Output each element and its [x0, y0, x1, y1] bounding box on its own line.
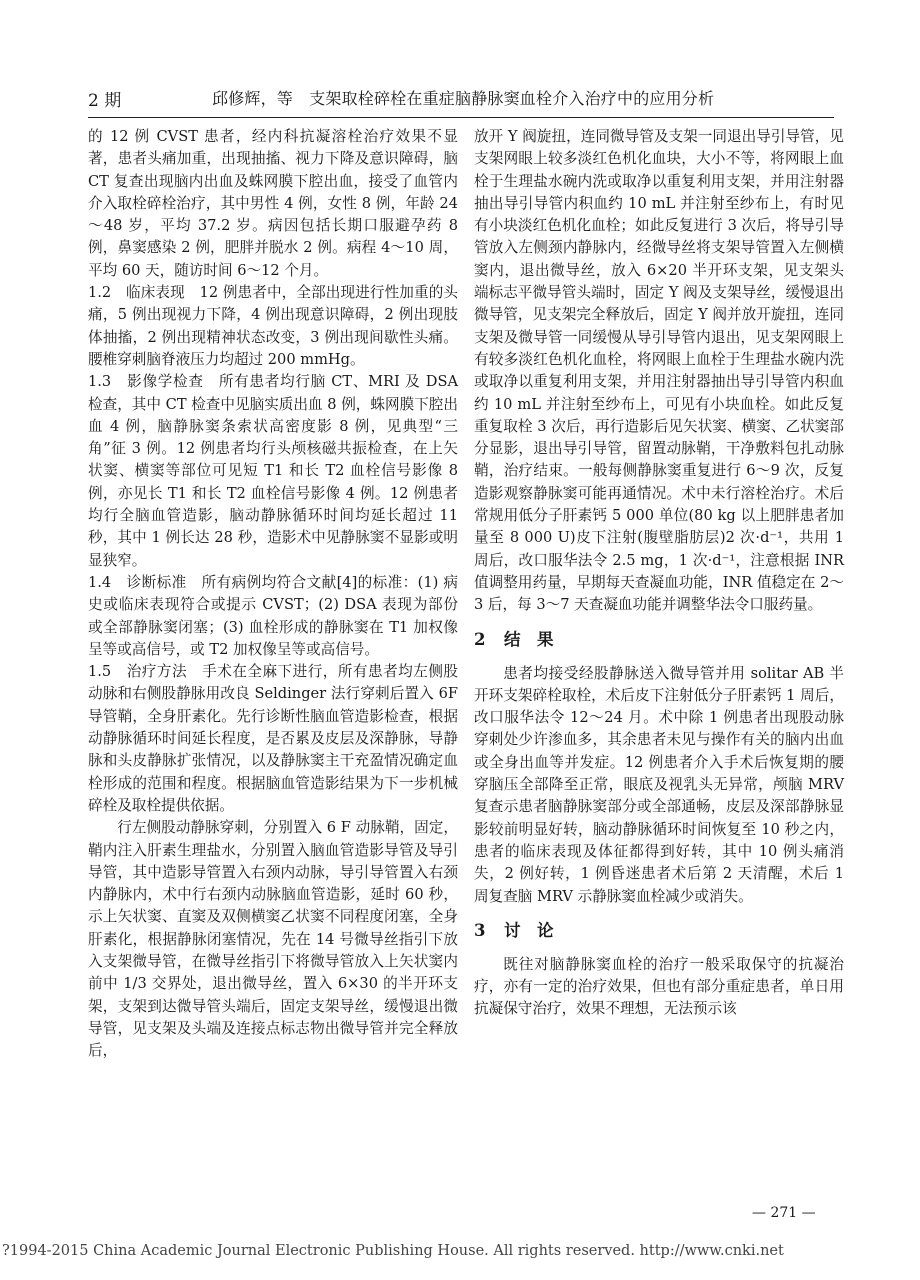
paragraph-procedure: 行左侧股动静脉穿刺，分别置入 6 F 动脉鞘，固定，鞘内注入肝素生理盐水，分别置入脑血管造影导管及导引导管，其中造影导管置入右颈内动脉，导引导管置入右颈内静脉内，术中行右颈内动脉脑血管造影，延时 60 秒，示上矢状窦、直窦及双侧横窦乙状窦不同程度闭塞，全身肝素化，根据静脉闭塞情况，先在 14 号微导丝指引下放入支架微导管，在微导丝指引下将微导管放入上矢状窦内前中 1/3 交界处，退出微导丝，置入 6×30 的半开环支架，支架到达微导管头端后，固定支架导丝，缓慢退出微导管，见支架及头端及连接点标志物出微导管并完全释放后，: [88, 819, 458, 1060]
paragraph-results: 患者均接受经股静脉送入微导管并用 solitar AB 半开环支架碎栓取栓，术后皮下注射低分子肝素钙 1 周后，改口服华法令 12～24 月。术中除 1 例患者出现股动脉穿刺处少许渗血多，其余患者未见与操作有关的脑内出血或全身出血等并发症。12 例患者介入手术后恢复期的腰穿脑压全部降至正常，眼底及视乳头无异常，颅脑 MRV 复查示患者脑静脉窦部分或全部通畅，皮层及深部静脉显影较前明显好转，脑动静脉循环时间恢复至 10 秒之内，患者的临床表现及体征都得到好转，其中 10 例头痛消失，2 例好转，1 例昏迷患者术后第 2 天清醒，术后 1 周复查脑 MRV 示静脉窦血栓减少或消失。: [474, 664, 844, 905]
page-number: — 271 —: [752, 1205, 816, 1221]
running-title: 邱修辉，等 支架取栓碎栓在重症脑静脉窦血栓介入治疗中的应用分析: [212, 89, 715, 108]
copyright-footer: ?1994-2015 China Academic Journal Electronic Publishing House. All rights reserved. http://www.cnki.net: [2, 1243, 784, 1259]
paragraph-diagnosis: 1.4 诊断标准 所有病例均符合文献[4]的标准：(1) 病史或临床表现符合或提示 CVST；(2) DSA 表现为部份或全部静脉窦闭塞；(3) 血栓形成的静脉窦在 T1 加权像呈等或高信号，或 T2 加权像呈等或高信号。: [88, 573, 458, 658]
paragraph-clinical: 1.2 临床表现 12 例患者中，全部出现进行性加重的头痛，5 例出现视力下降，4 例出现意识障碍，2 例出现肢体抽搐，2 例出现精神状态改变，3 例出现间歇性头痛。腰椎穿刺脑脊液压力均超过 200 mmHg。: [88, 284, 458, 368]
section-title: 讨 论: [504, 920, 554, 940]
running-header: [88, 86, 848, 114]
section-title: 结 果: [504, 629, 554, 649]
right-column: [474, 126, 844, 1021]
issue-label: 2 期: [88, 91, 122, 111]
section-heading-results: [474, 629, 844, 651]
paragraph-imaging: 1.3 影像学检查 所有患者均行脑 CT、MRI 及 DSA 检查，其中 CT 检查中见脑实质出血 8 例，蛛网膜下腔出血 4 例，脑静脉窦条索状高密度影 8 例，见典型“三角”征 3 例。12 例患者均行头颅核磁共振检查，在上矢状窦、横窦等部位可见短 T1 和长 T2 血栓信号影像 8 例，亦见长 T1 和长 T2 血栓信号影像 4 例。12 例患者均行全脑血管造影，脑动静脉循环时间均延长超过 11 秒，其中 1 例长达 28 秒，造影术中见静脉窦不显影或明显狭窄。: [88, 373, 458, 569]
paragraph-procedure-cont: 放开 Y 阀旋扭，连同微导管及支架一同退出导引导管，见支架网眼上较多淡红色机化血块，大小不等，将网眼上血栓于生理盐水碗内洗或取净以重复利用支架，并用注射器抽出导引导管内积血约 10 mL 并注射至纱布上，有时见有小块淡红色机化血栓；如此反复进行 3 次后，将导引导管放入左侧颈内静脉内，经微导丝将支架导管置入左侧横窦内，退出微导丝，放入 6×20 半开环支架，见支架头端标志平微导管头端时，固定 Y 阀及支架导丝，缓慢退出微导管，见支架完全释放后，固定 Y 阀并放开旋扭，连同支架及微导管一同缓慢从导引导管内退出，见支架网眼上有较多淡红色机化血栓，将网眼上血栓于生理盐水碗内洗或取净以重复利用支架，并用注射器抽出导引导管内积血约 10 mL 并注射至纱布上，可见有小块血栓。如此反复重复取栓 3 次后，再行造影后见矢状窦、横窦、乙状窦部分显影，退出导引导管，留置动脉鞘，干净敷料包扎动脉鞘，治疗结束。一般每侧静脉窦重复进行 6～9 次，反复造影观察静脉窦可能再通情况。术中未行溶栓治疗。术后常规用低分子肝素钙 5 000 单位(80 kg 以上肥胖患者加量至 8 000 U)皮下注射(腹壁脂肪层)2 次·d⁻¹，共用 1 周后，改口服华法令 2.5 mg，1 次·d⁻¹，注意根据 INR 值调整用药量，早期每天查凝血功能，INR 值稳定在 2～3 后，每 3～7 天查凝血功能并调整华法令口服药量。: [474, 128, 844, 614]
paragraph-patients: 的 12 例 CVST 患者，经内科抗凝溶栓治疗效果不显著，患者头痛加重，出现抽搐、视力下降及意识障碍，脑 CT 复查出现脑内出血及蛛网膜下腔出血，接受了血管内介入取栓碎栓治疗，其中男性 4 例，女性 8 例，年龄 24～48 岁，平均 37.2 岁。病因包括长期口服避孕药 8 例，鼻窦感染 2 例，肥胖并脱水 2 例。病程 4～10 周，平均 60 天，随访时间 6～12 个月。: [88, 128, 458, 279]
paragraph-discussion: 既往对脑静脉窦血栓的治疗一般采取保守的抗凝治疗，亦有一定的治疗效果，但也有部分重症患者，单日用抗凝保守治疗，效果不理想，无法预示该: [474, 955, 844, 1018]
section-heading-discussion: [474, 920, 844, 942]
header-rule: [88, 117, 834, 118]
paragraph-treatment: 1.5 治疗方法 手术在全麻下进行，所有患者均左侧股动脉和右侧股静脉用改良 Seldinger 法行穿刺后置入 6F 导管鞘，全身肝素化。先行诊断性脑血管造影检查，根据动静脉循环时间延长程度，是否累及皮层及深静脉，导静脉和头皮静脉扩张情况，以及静脉窦主干充盈情况确定血栓形成的范围和程度。根据脑血管造影结果为下一步机械碎栓及取栓提供依据。: [88, 663, 458, 814]
left-column: [88, 126, 458, 1062]
section-number: 2: [474, 629, 486, 649]
section-number: 3: [474, 920, 486, 940]
